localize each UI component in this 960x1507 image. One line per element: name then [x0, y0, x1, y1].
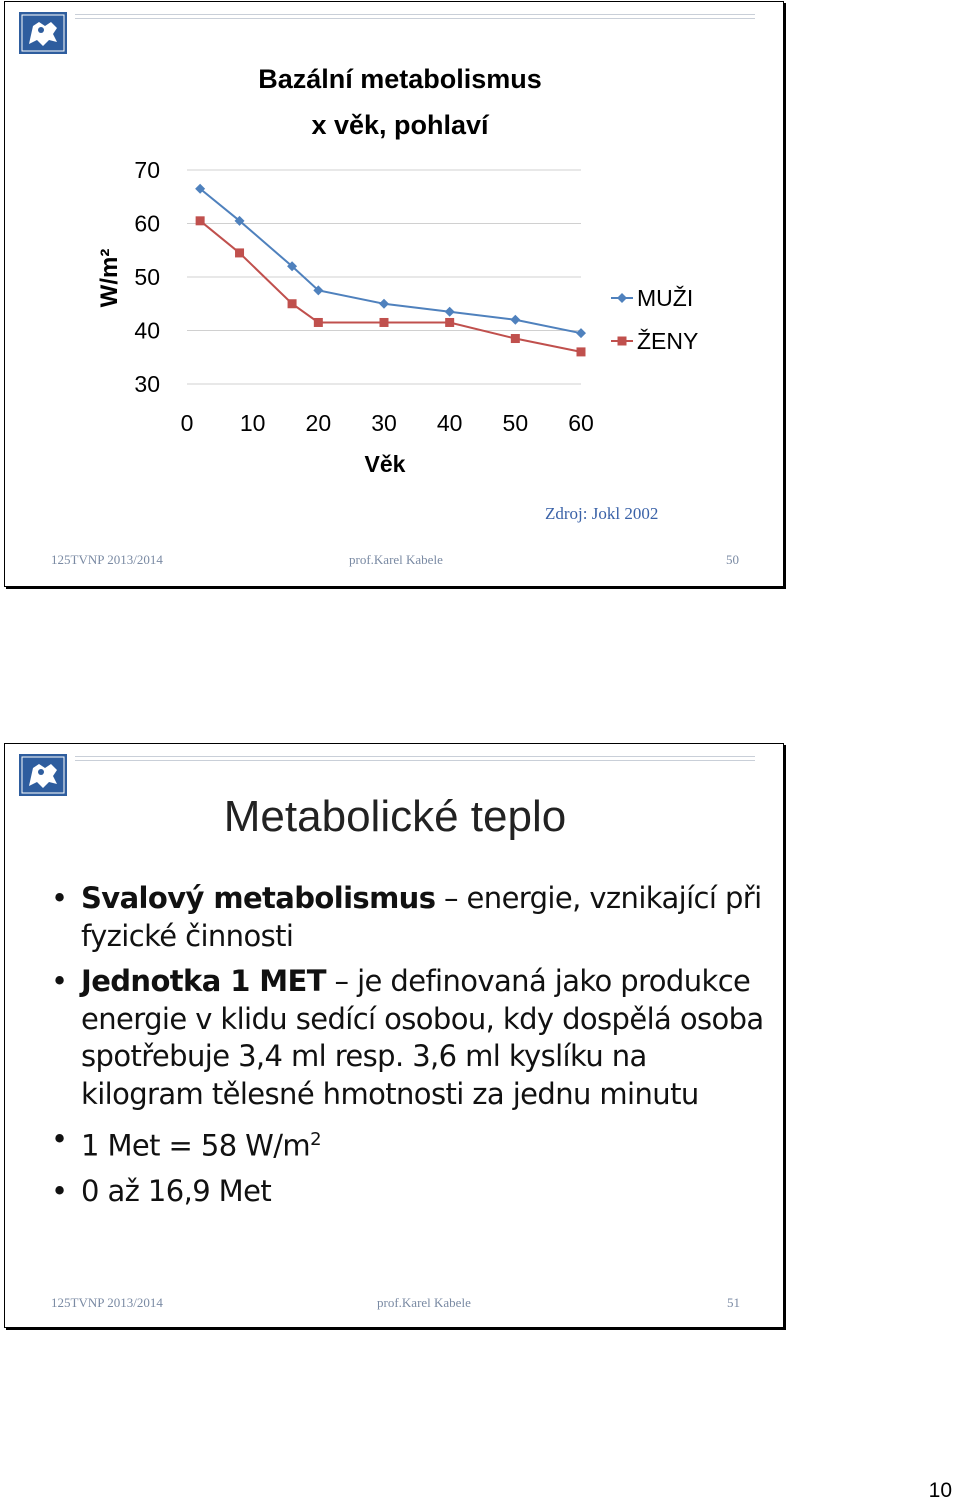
x-tick-label: 10: [239, 410, 266, 436]
data-point-zeny: [445, 318, 454, 327]
source-note: Zdroj: Jokl 2002: [545, 504, 659, 523]
data-point-zeny: [511, 334, 520, 343]
legend-label: MUŽI: [637, 285, 694, 311]
data-point-muzi: [510, 315, 520, 325]
footer-author: prof.Karel Kabele: [349, 552, 443, 567]
data-point-zeny: [288, 299, 297, 308]
data-point-muzi: [576, 328, 586, 338]
bullet-item: • 1 Met = 58 $W/m^2$: [49, 1121, 769, 1165]
footer-author: prof.Karel Kabele: [377, 1295, 471, 1310]
legend-marker: [617, 293, 627, 303]
data-point-muzi: [445, 307, 455, 317]
slide-title: Metabolické teplo: [223, 792, 567, 841]
x-tick-label: 20: [305, 410, 332, 436]
bullet-item: • Svalový metabolismus – energie, vznikající při fyzické činnosti: [49, 880, 769, 955]
y-tick-label: 70: [134, 157, 160, 183]
series-line-zeny: [200, 221, 581, 352]
footer-slide-number: 50: [726, 552, 739, 567]
bullet-item: • 0 až 16,9 Met: [49, 1173, 769, 1211]
series-line-muzi: [200, 189, 581, 333]
ctu-lion-logo-icon: [19, 754, 67, 796]
y-axis-label: W/m²: [96, 248, 123, 308]
legend-label: ŽENY: [637, 328, 699, 354]
footer-course: 125TVNP 2013/2014: [51, 552, 163, 567]
chart-title-line2: x věk, pohlaví: [311, 110, 489, 140]
data-point-zeny: [235, 248, 244, 257]
footer-course: 125TVNP 2013/2014: [51, 1295, 163, 1310]
bullet-list: [49, 880, 769, 1219]
data-point-muzi: [379, 299, 389, 309]
data-point-zeny: [314, 318, 323, 327]
legend-marker: [618, 337, 627, 346]
x-tick-label: 50: [502, 410, 529, 436]
x-tick-label: 0: [180, 410, 194, 436]
x-tick-label: 30: [371, 410, 397, 436]
y-tick-label: 30: [134, 371, 160, 397]
chart-title-line1: Bazální metabolismus: [258, 64, 542, 94]
x-tick-label: 40: [436, 410, 463, 436]
slide-51: [4, 743, 784, 1328]
data-point-zeny: [380, 318, 389, 327]
bullet-item: • Jednotka 1 MET – je definovaná jako produkce energie v klidu sedící osobou, kdy dospělá osoba spotřebuje 3,4 ml resp. 3,6 ml kyslíku na kilogram tělesné hmotnosti za jednu minutu: [49, 963, 769, 1113]
y-tick-label: 50: [134, 264, 160, 290]
data-point-zeny: [577, 347, 586, 356]
data-point-zeny: [196, 216, 205, 225]
slide-50: [4, 1, 784, 587]
y-tick-label: 60: [134, 210, 160, 237]
x-tick-label: 60: [568, 410, 594, 436]
y-tick-label: 40: [134, 317, 160, 344]
footer-slide-number: 51: [727, 1295, 740, 1310]
x-axis-label: Věk: [364, 451, 406, 477]
bmr-age-chart: [5, 2, 785, 492]
page-number: 10: [928, 1479, 952, 1502]
